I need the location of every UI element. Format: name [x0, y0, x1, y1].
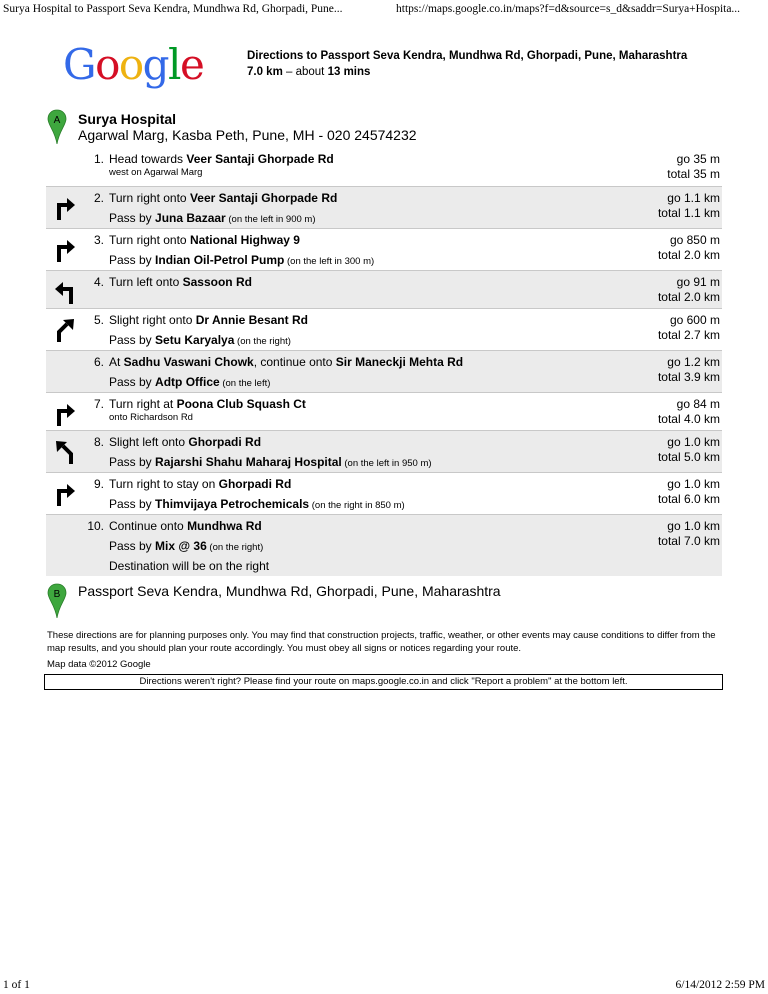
step-instruction	[109, 275, 252, 289]
step-row	[46, 350, 722, 392]
directions-steps-list	[46, 148, 722, 576]
instruction-text: Turn right to stay on	[109, 477, 219, 491]
step-instruction	[109, 519, 262, 533]
step-distance	[658, 397, 720, 427]
directions-title: Directions to Passport Seva Kendra, Mundhwa Rd, Ghorpadi, Pune, Maharashtra	[247, 50, 688, 62]
landmark-prefix: Pass by	[109, 539, 156, 553]
step-total-distance: total 2.0 km	[657, 248, 720, 262]
step-row	[46, 392, 722, 430]
step-number: 4.	[93, 275, 104, 289]
feedback-notice: Directions weren't right? Please find your route on maps.google.co.in and click "Report a problem" at the bottom left.	[44, 674, 723, 690]
landmark-note: (on the left in 950 m)	[341, 458, 432, 469]
landmark-name: Mix @ 36	[155, 539, 207, 553]
step-instruction	[109, 397, 306, 411]
directions-summary	[247, 64, 370, 80]
origin-name: Surya Hospital	[78, 111, 177, 127]
step-row	[46, 430, 722, 472]
step-number: 9.	[93, 477, 104, 491]
step-row	[46, 186, 722, 228]
summary-separator: – about	[282, 66, 328, 78]
step-instruction	[109, 313, 308, 327]
step-go-distance: go 1.1 km	[667, 191, 720, 205]
turn-right-icon	[54, 481, 76, 507]
instruction-text: At	[109, 355, 124, 369]
step-total-distance: total 3.9 km	[657, 370, 720, 384]
landmark-name: Setu Karyalya	[155, 333, 235, 347]
landmark-prefix: Pass by	[109, 253, 156, 267]
origin-marker-label: A	[53, 115, 61, 126]
step-distance	[667, 152, 720, 182]
print-footer	[0, 979, 768, 994]
landmark-name: Thimvijaya Petrochemicals	[155, 497, 310, 511]
turn-right-icon	[54, 195, 76, 221]
step-row	[46, 472, 722, 514]
step-destination-note: Destination will be on the right	[109, 559, 270, 573]
disclaimer: These directions are for planning purposes only. You may find that construction projects, traffic, weather, or other events may cause conditions to differ from the map results, and you should plan your route accordingly. You must obey all signs or notices regarding your route.	[47, 630, 716, 654]
landmark-note: (on the left in 900 m)	[225, 214, 316, 225]
google-logo	[63, 40, 203, 90]
turn-right-icon	[54, 401, 76, 427]
step-row	[46, 270, 722, 308]
step-landmark	[109, 253, 374, 267]
logo-letter: l	[168, 40, 180, 89]
step-number: 10.	[87, 519, 104, 533]
instruction-text: Turn right onto	[109, 191, 190, 205]
step-note: west on Agarwal Marg	[109, 167, 203, 178]
step-total-distance: total 7.0 km	[657, 534, 720, 548]
road-name: Veer Santaji Ghorpade Rd	[189, 191, 338, 205]
slight-left-icon	[54, 439, 76, 465]
step-landmark	[109, 333, 291, 347]
step-go-distance: go 1.0 km	[667, 435, 720, 449]
origin-address: Agarwal Marg, Kasba Peth, Pune, MH - 020 24574232	[78, 127, 417, 143]
map-data-credit: Map data ©2012 Google	[47, 659, 151, 670]
step-distance	[658, 233, 720, 263]
road-name: Sir Maneckji Mehta Rd	[335, 355, 464, 369]
step-row	[46, 514, 722, 576]
step-number: 6.	[93, 355, 104, 369]
step-go-distance: go 35 m	[676, 152, 720, 166]
landmark-name: Adtp Office	[155, 375, 220, 389]
instruction-text: Turn left onto	[109, 275, 183, 289]
instruction-text: Head towards	[109, 152, 187, 166]
step-landmark	[109, 455, 432, 469]
road-name: Dr Annie Besant Rd	[195, 313, 308, 327]
destination-marker-label: B	[53, 589, 61, 600]
step-go-distance: go 91 m	[676, 275, 720, 289]
road-name: Poona Club Squash Ct	[176, 397, 306, 411]
logo-letter: g	[142, 40, 169, 89]
step-number: 3.	[93, 233, 104, 247]
road-name: Sassoon Rd	[182, 275, 252, 289]
total-distance: 7.0 km	[247, 66, 283, 78]
landmark-note: (on the right)	[234, 336, 291, 347]
step-go-distance: go 1.2 km	[667, 355, 720, 369]
road-name: Mundhwa Rd	[187, 519, 262, 533]
road-name: Veer Santaji Ghorpade Rd	[186, 152, 334, 166]
landmark-name: Juna Bazaar	[155, 211, 226, 225]
road-name: Ghorpadi Rd	[188, 435, 262, 449]
instruction-text: Continue onto	[109, 519, 188, 533]
step-number: 5.	[93, 313, 104, 327]
landmark-name: Rajarshi Shahu Maharaj Hospital	[155, 455, 342, 469]
step-landmark	[109, 375, 270, 389]
step-total-distance: total 1.1 km	[657, 206, 720, 220]
step-instruction	[109, 152, 334, 166]
step-row	[46, 228, 722, 270]
landmark-prefix: Pass by	[109, 211, 156, 225]
step-go-distance: go 1.0 km	[667, 519, 720, 533]
logo-letter: o	[95, 40, 119, 89]
step-instruction	[109, 477, 291, 491]
step-row	[46, 308, 722, 350]
landmark-prefix: Pass by	[109, 455, 156, 469]
landmark-note: (on the right)	[206, 542, 264, 553]
step-instruction	[109, 233, 300, 247]
step-distance	[658, 435, 720, 465]
turn-right-icon	[54, 237, 76, 263]
step-go-distance: go 84 m	[676, 397, 720, 411]
step-total-distance: total 2.0 km	[657, 290, 720, 304]
landmark-prefix: Pass by	[109, 497, 156, 511]
print-page-url: https://maps.google.co.in/maps?f=d&source=s_d&saddr=Surya+Hospita...	[396, 3, 741, 15]
step-distance	[658, 519, 720, 549]
print-header	[0, 0, 768, 18]
road-name: Ghorpadi Rd	[218, 477, 292, 491]
print-page-number: 1 of 1	[3, 979, 30, 991]
landmark-note: (on the left)	[219, 378, 271, 389]
step-go-distance: go 850 m	[669, 233, 720, 247]
step-number: 7.	[93, 397, 104, 411]
step-landmark	[109, 211, 316, 225]
slight-right-icon	[54, 317, 76, 343]
instruction-text: , continue onto	[253, 355, 336, 369]
logo-letter: e	[179, 40, 204, 89]
step-instruction	[109, 435, 261, 449]
step-instruction	[109, 355, 463, 369]
turn-left-icon	[54, 279, 76, 305]
step-landmark	[109, 497, 405, 511]
road-name: Sadhu Vaswani Chowk	[123, 355, 254, 369]
step-total-distance: total 5.0 km	[657, 450, 720, 464]
step-total-distance: total 6.0 km	[657, 492, 720, 506]
step-distance	[658, 355, 720, 385]
landmark-note: (on the right in 850 m)	[309, 500, 405, 511]
landmark-prefix: Pass by	[109, 333, 156, 347]
instruction-text: Turn right onto	[109, 233, 190, 247]
road-name: National Highway 9	[189, 233, 300, 247]
destination-name: Passport Seva Kendra, Mundhwa Rd, Ghorpadi, Pune, Maharashtra	[78, 583, 501, 599]
step-distance	[658, 477, 720, 507]
step-number: 8.	[93, 435, 104, 449]
logo-letter: G	[63, 40, 96, 89]
print-page-title: Surya Hospital to Passport Seva Kendra, Mundhwa Rd, Ghorpadi, Pune...	[3, 3, 343, 15]
instruction-text: Slight right onto	[109, 313, 196, 327]
logo-letter: o	[118, 40, 143, 89]
step-number: 2.	[93, 191, 104, 205]
step-distance	[658, 191, 720, 221]
print-datetime: 6/14/2012 2:59 PM	[675, 979, 765, 991]
step-landmark	[109, 539, 263, 553]
landmark-prefix: Pass by	[109, 375, 156, 389]
origin-marker-icon	[47, 109, 67, 145]
step-instruction	[109, 191, 337, 205]
step-distance	[658, 275, 720, 305]
step-total-distance: total 4.0 km	[657, 412, 720, 426]
step-total-distance: total 35 m	[667, 167, 720, 181]
destination-marker-icon	[47, 583, 67, 619]
step-number: 1.	[93, 152, 104, 166]
landmark-note: (on the left in 300 m)	[284, 256, 375, 267]
step-note: onto Richardson Rd	[109, 412, 193, 423]
step-distance	[658, 313, 720, 343]
step-go-distance: go 1.0 km	[667, 477, 720, 491]
instruction-text: Slight left onto	[109, 435, 189, 449]
instruction-text: Turn right at	[109, 397, 177, 411]
step-total-distance: total 2.7 km	[657, 328, 720, 342]
total-duration: 13 mins	[327, 66, 371, 78]
landmark-name: Indian Oil-Petrol Pump	[155, 253, 285, 267]
step-row	[46, 148, 722, 186]
step-go-distance: go 600 m	[669, 313, 720, 327]
